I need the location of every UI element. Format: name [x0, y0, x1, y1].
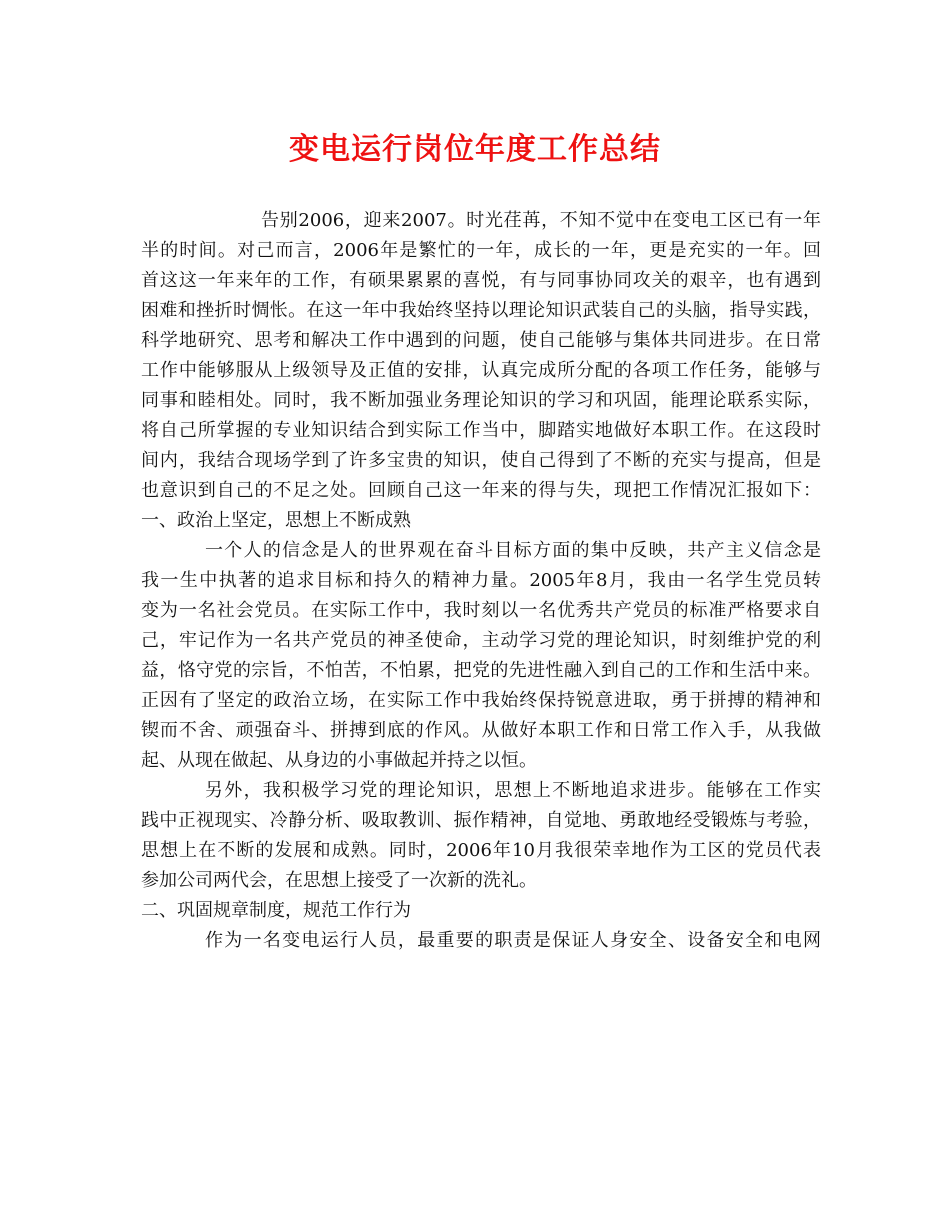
paragraph-line: 也意识到自己的不足之处。回顾自己这一年来的得与失，现把工作情况汇报如下： — [141, 480, 821, 501]
paragraph-line: 变为一名社会党员。在实际工作中，我时刻以一名优秀共产党员的标准严格要求自 — [141, 600, 821, 621]
paragraph-line: 益，恪守党的宗旨，不怕苦，不怕累，把党的先进性融入到自己的工作和生活中来。 — [141, 660, 821, 681]
paragraph-line: 正因有了坚定的政治立场，在实际工作中我始终保持锐意进取，勇于拼搏的精神和 — [141, 690, 821, 711]
paragraph-line: 一个人的信念是人的世界观在奋斗目标方面的集中反映，共产主义信念是 — [205, 540, 821, 561]
paragraph-line: 参加公司两代会，在思想上接受了一次新的洗礼。 — [141, 870, 537, 891]
paragraph-line: 锲而不舍、顽强奋斗、拼搏到底的作风。从做好本职工作和日常工作入手，从我做 — [141, 720, 821, 741]
section-heading-1: 一、政治上坚定，思想上不断成熟 — [141, 510, 411, 531]
paragraph-line: 首这这一年来年的工作，有硕果累累的喜悦，有与同事协同攻关的艰辛，也有遇到 — [141, 270, 821, 291]
paragraph-line: 困难和挫折时惆怅。在这一年中我始终坚持以理论知识武装自己的头脑，指导实践， — [141, 300, 821, 321]
paragraph-line: 践中正视现实、冷静分析、吸取教训、振作精神，自觉地、勇敢地经受锻炼与考验， — [141, 810, 821, 831]
paragraph-line: 己，牢记作为一名共产党员的神圣使命，主动学习党的理论知识，时刻维护党的利 — [141, 630, 821, 651]
section-heading-2: 二、巩固规章制度，规范工作行为 — [141, 900, 411, 921]
paragraph-line: 同事和睦相处。同时，我不断加强业务理论知识的学习和巩固，能理论联系实际， — [141, 390, 821, 411]
paragraph-line: 思想上在不断的发展和成熟。同时，2006年10月我很荣幸地作为工区的党员代表 — [141, 840, 821, 861]
document-body — [141, 206, 821, 956]
paragraph-line: 另外，我积极学习党的理论知识，思想上不断地追求进步。能够在工作实 — [205, 780, 821, 801]
paragraph-line: 起、从现在做起、从身边的小事做起并持之以恒。 — [141, 750, 537, 771]
paragraph-line: 科学地研究、思考和解决工作中遇到的问题，使自己能够与集体共同进步。在日常 — [141, 330, 821, 351]
paragraph-line: 半的时间。对己而言，2006年是繁忙的一年，成长的一年，更是充实的一年。回 — [141, 240, 821, 261]
paragraph-line: 工作中能够服从上级领导及正值的安排，认真完成所分配的各项工作任务，能够与 — [141, 360, 821, 381]
paragraph-line: 将自己所掌握的专业知识结合到实际工作当中，脚踏实地做好本职工作。在这段时 — [141, 420, 821, 441]
paragraph-line: 作为一名变电运行人员，最重要的职责是保证人身安全、设备安全和电网 — [205, 930, 821, 951]
paragraph-line: 告别2006，迎来2007。时光荏苒，不知不觉中在变电工区已有一年 — [261, 210, 821, 231]
paragraph-line: 我一生中执著的追求目标和持久的精神力量。2005年8月，我由一名学生党员转 — [141, 570, 821, 591]
paragraph-line: 间内，我结合现场学到了许多宝贵的知识，使自己得到了不断的充实与提高，但是 — [141, 450, 821, 471]
document-title: 变电运行岗位年度工作总结 — [289, 132, 661, 167]
